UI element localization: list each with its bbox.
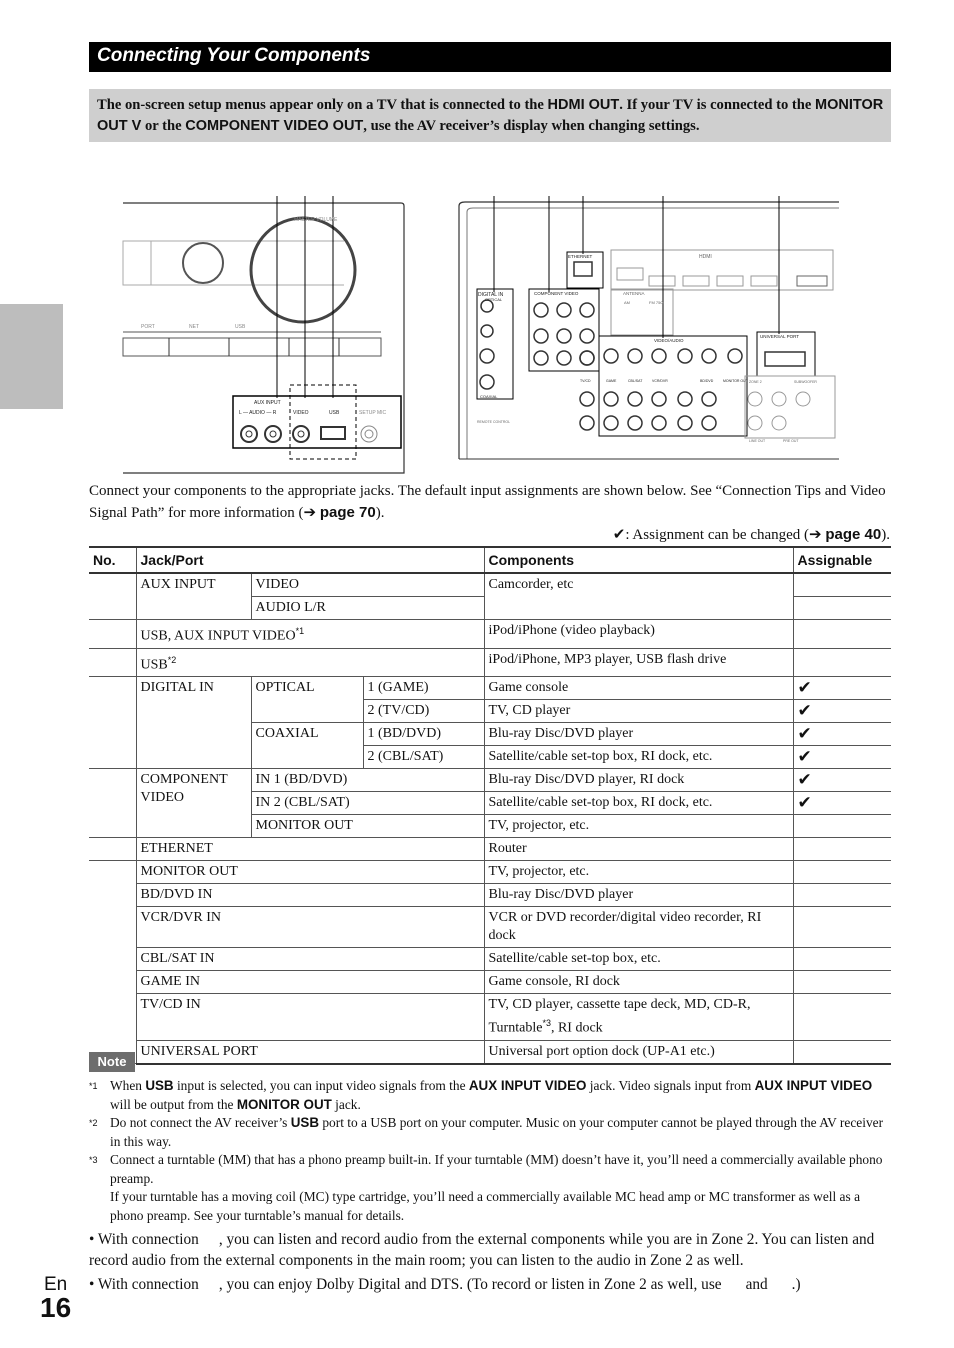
fn-part: will be output from the [110, 1096, 237, 1112]
table-cell: Universal port option dock (UP-A1 etc.) [484, 1040, 793, 1064]
table-cell: Blu-ray Disc/DVD player [484, 723, 793, 746]
label-game: GAME [606, 379, 617, 383]
table-row [89, 948, 891, 971]
page-number: 16 [40, 1292, 72, 1323]
assignable-legend [613, 524, 890, 546]
master-volume-knob [251, 218, 355, 322]
check-icon: ✔ [793, 746, 891, 769]
table-cell: Satellite/cable set-top box, RI dock, etc. [484, 792, 793, 815]
jack-table [89, 546, 891, 1065]
table-cell: TV, projector, etc. [484, 861, 793, 884]
bullet-2 [89, 1274, 889, 1295]
notice-part: . If your TV is connected to the [619, 97, 816, 113]
label-subwoofer: SUBWOOFER [794, 380, 817, 384]
table-cell: VCR/DVR IN [136, 907, 484, 948]
table-cell: MONITOR OUT [251, 815, 484, 838]
table-cell: 2 (CBL/SAT) [363, 746, 484, 769]
check-icon: ✔ [612, 527, 626, 543]
table-cell: VCR or DVD recorder/digital video recorder, RI dock [484, 907, 793, 948]
cell-text: USB, AUX INPUT VIDEO [140, 628, 296, 644]
label-cblsat: CBL/SAT [628, 379, 643, 383]
label-net: NET [189, 324, 199, 330]
section-title: Connecting Your Components [97, 45, 371, 66]
page-ref-link[interactable]: page 70 [319, 504, 376, 521]
table-cell: Game console, RI dock [484, 971, 793, 994]
note-label: Note [89, 1052, 135, 1072]
table-cell: Satellite/cable set-top box, RI dock, etc. [484, 746, 793, 769]
component-video-block [529, 289, 599, 371]
label-pre-out: PRE OUT [783, 439, 799, 443]
fn-part: Connect a turntable (MM) that has a phono preamp built-in. If your turntable (MM) doesn’t have it, you’ll need a commercially available phono preamp. [110, 1152, 883, 1186]
fn-keyword: AUX INPUT VIDEO [754, 1078, 873, 1093]
label-fm: FM 75Ω [649, 300, 664, 305]
footnote-text [110, 1077, 890, 1114]
bullet-part: .) [791, 1276, 801, 1293]
check-icon: ✔ [793, 723, 891, 746]
table-cell: BD/DVD IN [136, 884, 484, 907]
check-icon: ✔ [793, 769, 891, 792]
table-cell: IN 1 (BD/DVD) [251, 769, 484, 792]
chapter-side-tab [0, 304, 63, 409]
table-row [89, 573, 891, 597]
table-row [89, 994, 891, 1041]
table-cell: iPod/iPhone (video playback) [484, 620, 793, 649]
table-header-row [89, 547, 891, 573]
table-cell [136, 648, 484, 677]
table-cell: VIDEO [251, 573, 484, 597]
intro-text: Connect your components to the appropriate jacks. The default input assignments are shown below. See “Connection Tips and Video Signal Path” for more information ( [89, 483, 886, 521]
footnote-mark: *3 [89, 1155, 98, 1165]
rear-panel-outline [459, 202, 839, 459]
label-component-video: COMPONENT VIDEO [534, 291, 579, 296]
label-optical: OPTICAL [485, 297, 503, 302]
label-remote-control: REMOTE CONTROL [477, 420, 511, 424]
front-display-window [123, 241, 151, 285]
table-cell: GAME IN [136, 971, 484, 994]
label-vcrdvr: VCR/DVR [652, 379, 668, 383]
fn-keyword: AUX INPUT VIDEO [468, 1078, 587, 1093]
page-language: En [44, 1274, 68, 1295]
cell-text: TV, CD player, cassette tape deck, MD, CD-R, Turntable [488, 997, 751, 1036]
label-antenna: ANTENNA [623, 291, 645, 296]
check-icon: ✔ [793, 700, 891, 723]
fn-keyword: USB [145, 1078, 174, 1093]
footnote-mark: *1 [295, 626, 305, 636]
label-master-volume: MASTER VOLUME [294, 217, 338, 223]
label-usb: USB [329, 410, 340, 416]
bullet-part: , you can listen and record audio from the external components while you are in Zone 2. You can listen and record audio from the external components in the main room; you can listen to the audio in Zone 2 as well. [89, 1231, 875, 1269]
table-cell: iPod/iPhone, MP3 player, USB flash drive [484, 648, 793, 677]
bullet-part: , you can enjoy Dolby Digital and DTS. (To record or listen in Zone 2 as well, use [218, 1276, 722, 1293]
col-components: Components [484, 547, 793, 573]
fn-part: If your turntable has a moving coil (MC) type cartridge, you’ll need a commercially available MC head amp or MC transformer as well as a phono preamp. See your turntable’s manual for details. [110, 1189, 861, 1223]
check-icon: ✔ [793, 792, 891, 815]
label-monitor-out: MONITOR OUT [723, 379, 748, 383]
label-zone2: ZONE 2 [749, 380, 762, 384]
table-cell: Blu-ray Disc/DVD player [484, 884, 793, 907]
table-cell: UNIVERSAL PORT [136, 1040, 484, 1064]
bullet-part: • With connection [89, 1276, 199, 1293]
table-cell: TV, CD player [484, 700, 793, 723]
bullet-1 [89, 1229, 889, 1271]
label-usb-top: USB [235, 324, 246, 330]
intro-paragraph [89, 481, 889, 524]
fn-keyword: MONITOR OUT [236, 1096, 332, 1112]
table-row [89, 838, 891, 861]
cell-text: , RI dock [550, 1020, 603, 1036]
video-audio-block [599, 336, 747, 436]
notice-box [89, 89, 891, 142]
fn-part: When [110, 1078, 146, 1093]
footnote-mark: *1 [89, 1081, 98, 1091]
table-cell: Blu-ray Disc/DVD player, RI dock [484, 769, 793, 792]
label-port: PORT [141, 324, 155, 330]
table-cell: TV/CD IN [136, 994, 484, 1041]
table-cell: COAXIAL [251, 723, 363, 769]
col-no: No. [89, 547, 136, 573]
label-video-audio: VIDEO/AUDIO [654, 338, 684, 343]
arrow-icon: ➔ [809, 527, 822, 543]
connection-diagram [89, 186, 849, 476]
table-row [89, 971, 891, 994]
table-cell [484, 994, 793, 1041]
fn-part: Do not connect the AV receiver’s [110, 1115, 291, 1130]
table-cell: OPTICAL [251, 677, 363, 723]
table-cell: 2 (TV/CD) [363, 700, 484, 723]
legend-end: ). [881, 527, 890, 543]
footnote-mark: *3 [542, 1018, 551, 1029]
table-row [89, 769, 891, 792]
table-row [89, 861, 891, 884]
col-assignable: Assignable [793, 547, 891, 573]
table-cell: Router [484, 838, 793, 861]
label-video: VIDEO [293, 410, 309, 416]
notice-text [97, 95, 887, 137]
table-row [89, 677, 891, 700]
fn-part: input is selected, you can input video signals from the [173, 1078, 469, 1093]
label-line-out: LINE OUT [749, 439, 766, 443]
fn-keyword: USB [290, 1115, 320, 1130]
cell-text: USB [140, 657, 168, 673]
notice-keyword-hdmi-out: HDMI OUT [547, 97, 620, 113]
table-cell [136, 620, 484, 649]
table-cell: TV, projector, etc. [484, 815, 793, 838]
label-digital-in: DIGITAL IN [478, 292, 504, 298]
notice-part: or the [141, 118, 186, 134]
bullet-part: and [745, 1276, 768, 1293]
table-cell: MONITOR OUT [136, 861, 484, 884]
footnote-text [110, 1114, 890, 1151]
label-tvcd: TV/CD [580, 379, 591, 383]
footnote-mark: *2 [167, 654, 177, 665]
fn-part: jack. Video signals input from [586, 1078, 755, 1093]
table-cell: Camcorder, etc [484, 573, 793, 620]
label-audio: L — AUDIO — R [239, 410, 277, 416]
table-cell: Satellite/cable set-top box, etc. [484, 948, 793, 971]
label-setup-mic: SETUP MIC [359, 410, 387, 416]
table-cell: CBL/SAT IN [136, 948, 484, 971]
label-coaxial: COAXIAL [480, 394, 498, 399]
label-universal-port: UNIVERSAL PORT [760, 334, 800, 339]
usb-port [321, 427, 345, 439]
intro-end: ). [375, 505, 385, 521]
table-row [89, 907, 891, 948]
check-icon: ✔ [793, 677, 891, 700]
label-hdmi: HDMI [699, 254, 712, 260]
label-ethernet: ETHERNET [568, 254, 593, 259]
table-cell: AUDIO L/R [251, 597, 484, 620]
notice-keyword-monitor-out: MONITOR OUT V [97, 97, 884, 134]
footnote-2 [89, 1114, 889, 1152]
table-row [89, 884, 891, 907]
footnote-mark: *2 [89, 1118, 98, 1128]
label-aux-input: AUX INPUT [254, 400, 281, 406]
notice-part: The on-screen setup menus appear only on a TV that is connected to the [97, 97, 548, 113]
table-cell: AUX INPUT [136, 573, 251, 620]
bullet-part: • With connection [89, 1231, 199, 1248]
table-cell: Game console [484, 677, 793, 700]
fn-part: jack. [331, 1096, 361, 1112]
footnote-1 [89, 1077, 889, 1115]
footnote-3 [89, 1151, 889, 1227]
table-cell: COMPONENT VIDEO [136, 769, 251, 838]
table-cell: 1 (BD/DVD) [363, 723, 484, 746]
col-jack-port: Jack/Port [136, 547, 484, 573]
fn-part: port to a USB port on your computer. Music on your computer cannot be played through the AV receiver in this way. [110, 1115, 884, 1149]
label-bddvd: BD/DVD [700, 379, 714, 383]
page-ref-link[interactable]: page 40 [825, 526, 882, 543]
table-row [89, 620, 891, 649]
table-cell: DIGITAL IN [136, 677, 251, 769]
footnote-text [110, 1151, 890, 1225]
table-cell: ETHERNET [136, 838, 484, 861]
table-cell: 1 (GAME) [363, 677, 484, 700]
digital-in-block [477, 289, 513, 399]
hdmi-block [611, 250, 833, 290]
notice-part: , use the AV receiver’s display when changing settings. [363, 118, 700, 134]
section-header-bar [89, 42, 891, 72]
table-row [89, 1040, 891, 1064]
front-left-knob [183, 243, 223, 283]
legend-text: : Assignment can be changed ( [625, 527, 810, 543]
notice-keyword-component-video: COMPONENT VIDEO OUT [185, 118, 364, 134]
table-row [89, 648, 891, 677]
label-am: AM [624, 300, 630, 305]
table-cell: IN 2 (CBL/SAT) [251, 792, 484, 815]
arrow-icon: ➔ [303, 505, 317, 521]
